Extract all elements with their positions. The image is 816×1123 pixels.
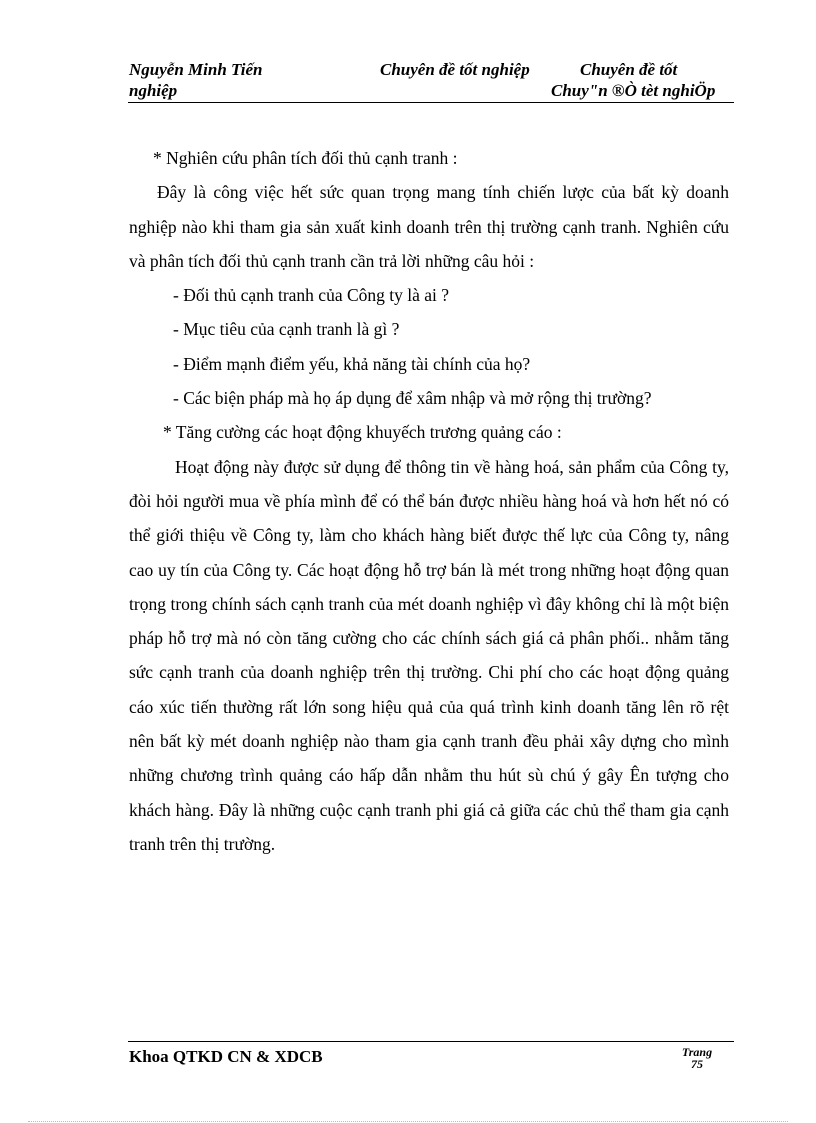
header-line2-right: Chuy"n ®Ò tèt nghiÖp (551, 81, 716, 100)
document-body (129, 141, 729, 861)
list-item-question: - Mục tiêu của cạnh tranh là gì ? (173, 319, 400, 340)
section-heading-competitor-analysis: * Nghiên cứu phân tích đối thủ cạnh tranh : (153, 148, 458, 168)
header-divider (128, 102, 734, 103)
paragraph-advertising: Hoạt động này được sử dụng để thông tin về hàng hoá, sản phẩm của Công ty, đòi hỏi người mua về phía mình để có thể bán được nhiều hàng hoá và hơn hết nó có thể giới thiệu về Công ty, làm cho khách hàng biết được thế lực của Công ty, nâng cao uy tín của Công ty. Các hoạt động hỗ trợ bán là mét trong những hoạt động quan trọng trong chính sách cạnh tranh của mét doanh nghiệp vì đây không chỉ là một biện pháp hỗ trợ mà nó còn tăng cường cho các chính sách giá cả phân phối.. nhằm tăng sức cạnh tranh của doanh nghiệp trên thị trường. Chi phí cho các hoạt động quảng cáo xúc tiến thường rất lớn song hiệu quả của quá trình kinh doanh tăng lên rõ rệt nên bất kỳ mét doanh nghiệp nào tham gia cạnh tranh đều phải xây dựng cho mình những chương trình quảng cáo hấp dẫn nhằm thu hút sù chú ý gây Ên tượng cho khách hàng. Đây là những cuộc cạnh tranh phi giá cả giữa các chủ thể tham gia cạnh tranh trên thị trường. (129, 456, 729, 854)
page-number-value: 75 (691, 1057, 703, 1071)
section-heading-advertising: * Tăng cường các hoạt động khuyếch trương quảng cáo : (163, 422, 562, 443)
paragraph-competitor-analysis: Đây là công việc hết sức quan trọng mang tính chiến lược của bất kỳ doanh nghiệp nào khi tham gia sản xuất kinh doanh trên thị trường cạnh tranh. Nghiên cứu và phân tích đối thủ cạnh tranh cần trả lời những câu hỏi : (129, 182, 729, 271)
list-item-question: - Điểm mạnh điểm yếu, khả năng tài chính của họ? (173, 353, 531, 374)
header-line2-left: nghiệp (129, 81, 178, 100)
header-title: Chuyên đề tốt nghiệp (380, 60, 530, 79)
list-item-question: - Đối thủ cạnh tranh của Công ty là ai ? (173, 285, 450, 306)
header-title-repeat: Chuyên đề tốt (580, 60, 678, 79)
page-label: Trang (681, 1045, 713, 1059)
header-author: Nguyễn Minh Tiến (129, 60, 263, 79)
page-bottom-border (28, 1121, 788, 1122)
list-item-question: - Các biện pháp mà họ áp dụng để xâm nhập và mở rộng thị trường? (173, 388, 652, 409)
footer-faculty: Khoa QTKD CN & XDCB (129, 1047, 323, 1066)
footer-divider (128, 1041, 734, 1042)
page-number (672, 1046, 722, 1070)
